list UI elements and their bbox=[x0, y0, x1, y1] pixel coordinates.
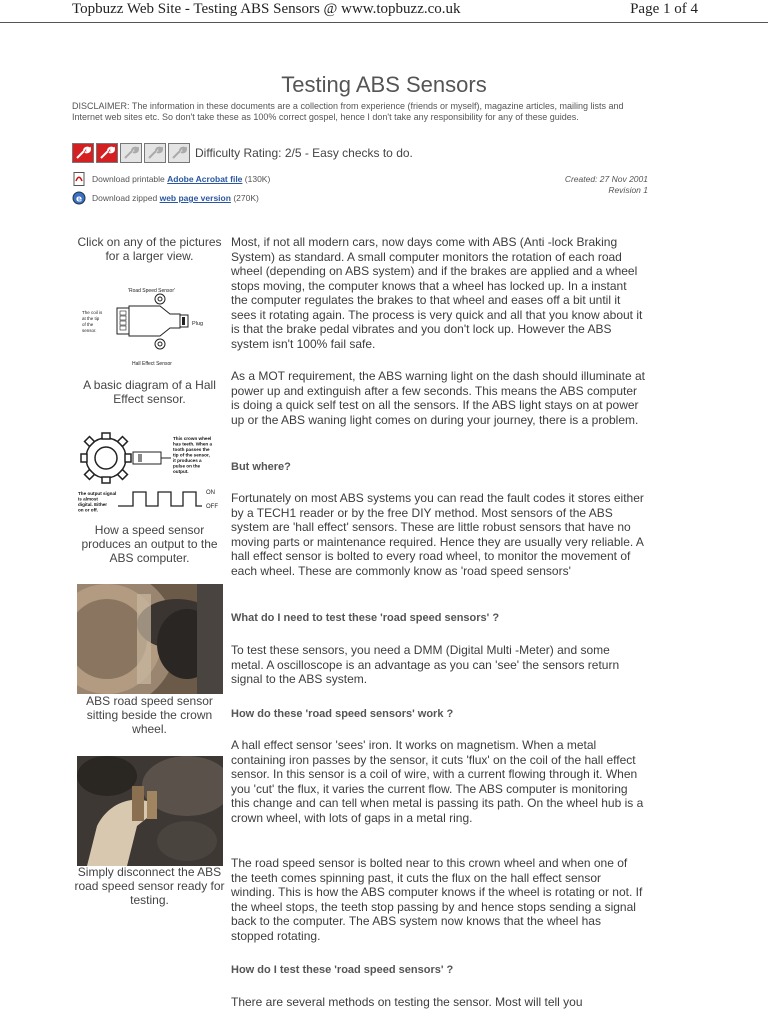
wrench-icon bbox=[96, 143, 118, 163]
created-info bbox=[565, 174, 648, 196]
download-prefix: Download printable bbox=[92, 174, 165, 184]
hall-sensor-diagram[interactable] bbox=[80, 284, 220, 368]
paragraph: A hall effect sensor 'sees' iron. It works on magnetism. When a metal containing iron passes by the sensor, it cuts 'flux' on the coil of the hall effect sensor. In this sensor is a coil of wire, with a current flowing through it. When you 'cut' the flux, it varies the current flow. The ABS computer is monitoring this change and can tell when metal is passing its path. On the wheel hub is a crown wheel, with lots of gaps in a metal ring. bbox=[231, 738, 644, 825]
web-page-icon bbox=[72, 191, 86, 205]
svg-text:e: e bbox=[76, 194, 83, 205]
header-page-number: Page 1 of 4 bbox=[630, 1, 698, 17]
paragraph: Most, if not all modern cars, now days come with ABS (Anti -lock Braking System) as standard. A small computer monitors the rotation of each road wheel (depending on ABS system) and if the brakes are applied and a wheel stops moving, the computer knows that a wheel has locked up. In a instant the computer regulates the brakes to that wheel and eases off a bit until it sees it rotating again. The process is very quick and all that you know about it is that the brake pedal vibrates and you don't lock up. However the ABS system isn't 100% fail safe. bbox=[231, 235, 643, 351]
caption-disconnect: Simply disconnect the ABS road speed sensor ready for testing. bbox=[74, 865, 225, 907]
main-text bbox=[231, 491, 645, 578]
caption-crown-wheel: ABS road speed sensor sitting beside the crown wheel. bbox=[86, 694, 213, 736]
paragraph: There are several methods on testing the sensor. Most will tell you bbox=[231, 995, 583, 1009]
header-site-title: Topbuzz Web Site - Testing ABS Sensors @ www.topbuzz.co.uk bbox=[72, 1, 461, 17]
signal-note: The output signal is almost digital. Either on or off. bbox=[78, 491, 117, 513]
speed-sensor-output-diagram[interactable] bbox=[78, 430, 228, 515]
paragraph: To test these sensors, you need a DMM (Digital Multi -Meter) and some metal. A oscilloscope is an advantage as you can 'see' the sensors return signal to the ABS system. bbox=[231, 643, 620, 686]
download-size: (130K) bbox=[244, 174, 271, 184]
caption-hall-diagram: A basic diagram of a Hall Effect sensor. bbox=[83, 378, 216, 406]
revision: Revision 1 bbox=[608, 185, 648, 195]
main-text bbox=[231, 369, 645, 427]
pdf-icon bbox=[72, 172, 86, 186]
heading-how-work: How do these 'road speed sensors' work ? bbox=[231, 708, 454, 720]
page-header bbox=[0, 0, 768, 23]
main-text bbox=[231, 995, 645, 1010]
wrench-icon bbox=[120, 143, 142, 163]
diagram-coil-label: The coil is at the tip of the sensor. bbox=[82, 310, 103, 333]
section-heading bbox=[231, 707, 645, 722]
page-title: Testing ABS Sensors bbox=[281, 72, 487, 97]
paragraph: Fortunately on most ABS systems you can read the fault codes it stores either by a TECH1 reader or by the free DIY method. Most sensors of the ABS system are 'hall effect' sensors. These are little robust sensors that have no moving parts or maintenance required. Hence they are usually very reliable. A hall effect sensor is bolted to every road wheel, to monitor the movement of each wheel. These are commonly know as 'road speed sensors' bbox=[231, 491, 644, 578]
diagram-plug-label: Plug bbox=[192, 321, 204, 327]
section-heading bbox=[231, 963, 645, 978]
sidebar-intro: Click on any of the pictures for a larger view. bbox=[77, 235, 222, 263]
main-text bbox=[231, 235, 645, 351]
download-prefix: Download zipped bbox=[92, 193, 158, 203]
download-size: (270K) bbox=[233, 193, 259, 203]
main-text bbox=[231, 738, 645, 825]
heading-but-where: But where? bbox=[231, 461, 291, 473]
paragraph: The road speed sensor is bolted near to this crown wheel and when one of the teeth comes spinning past, it cuts the flux on the hall effect sensor winding. This is how the ABS computer knows if the wheel is rotating or not. If the wheel stops, the teeth stop passing by and hence stops sending a signal back to the computer. The ABS system now knows that the wheel has stopped rotating. bbox=[231, 856, 643, 943]
wrench-icon bbox=[168, 143, 190, 163]
section-heading bbox=[231, 460, 645, 475]
web-page-link[interactable]: web page version bbox=[159, 193, 231, 203]
download-pdf-row bbox=[72, 172, 270, 186]
heading-what-needed: What do I need to test these 'road speed sensors' ? bbox=[231, 612, 500, 624]
rating-text: Difficulty Rating: 2/5 - Easy checks to do. bbox=[195, 146, 413, 160]
crown-wheel-note: This crown wheel has teeth. When a tooth passes the tip of the sensor, it produces a pulse on the output. bbox=[173, 436, 213, 474]
crown-wheel-photo[interactable] bbox=[77, 584, 223, 694]
diagram-bottom-label: Hall Effect Sensor bbox=[132, 361, 172, 367]
acrobat-file-link[interactable]: Adobe Acrobat file bbox=[167, 174, 243, 184]
heading-how-test: How do I test these 'road speed sensors' ? bbox=[231, 964, 454, 976]
wrench-icon bbox=[144, 143, 166, 163]
signal-off-label: OFF bbox=[206, 504, 218, 510]
disconnect-sensor-photo[interactable] bbox=[77, 756, 223, 866]
wrench-icon bbox=[72, 143, 94, 163]
diagram-top-label: 'Road Speed Sensor' bbox=[128, 288, 175, 294]
created-date: Created: 27 Nov 2001 bbox=[564, 174, 648, 184]
difficulty-rating bbox=[72, 143, 413, 163]
paragraph: As a MOT requirement, the ABS warning light on the dash should illuminate at power up and extinguish after a few seconds. This means the ABS computer is doing a quick self test on all the sensors. If the ABS light stays on at power up or the ABS waning light comes on during your journey, there is a problem. bbox=[231, 369, 646, 427]
caption-speed-output: How a speed sensor produces an output to the ABS computer. bbox=[81, 523, 218, 565]
signal-on-label: ON bbox=[206, 490, 215, 496]
download-web-row bbox=[72, 191, 259, 205]
section-heading bbox=[231, 611, 645, 626]
disclaimer-text: DISCLAIMER: The information in these documents are a collection from experience (friends or myself), magazine articles, mailing lists and Internet web sites etc. So don't take these as 100% correct gospel, hence I don't take any responsibility for any of these guides. bbox=[72, 101, 624, 122]
main-text bbox=[231, 856, 645, 943]
main-text bbox=[231, 643, 645, 687]
